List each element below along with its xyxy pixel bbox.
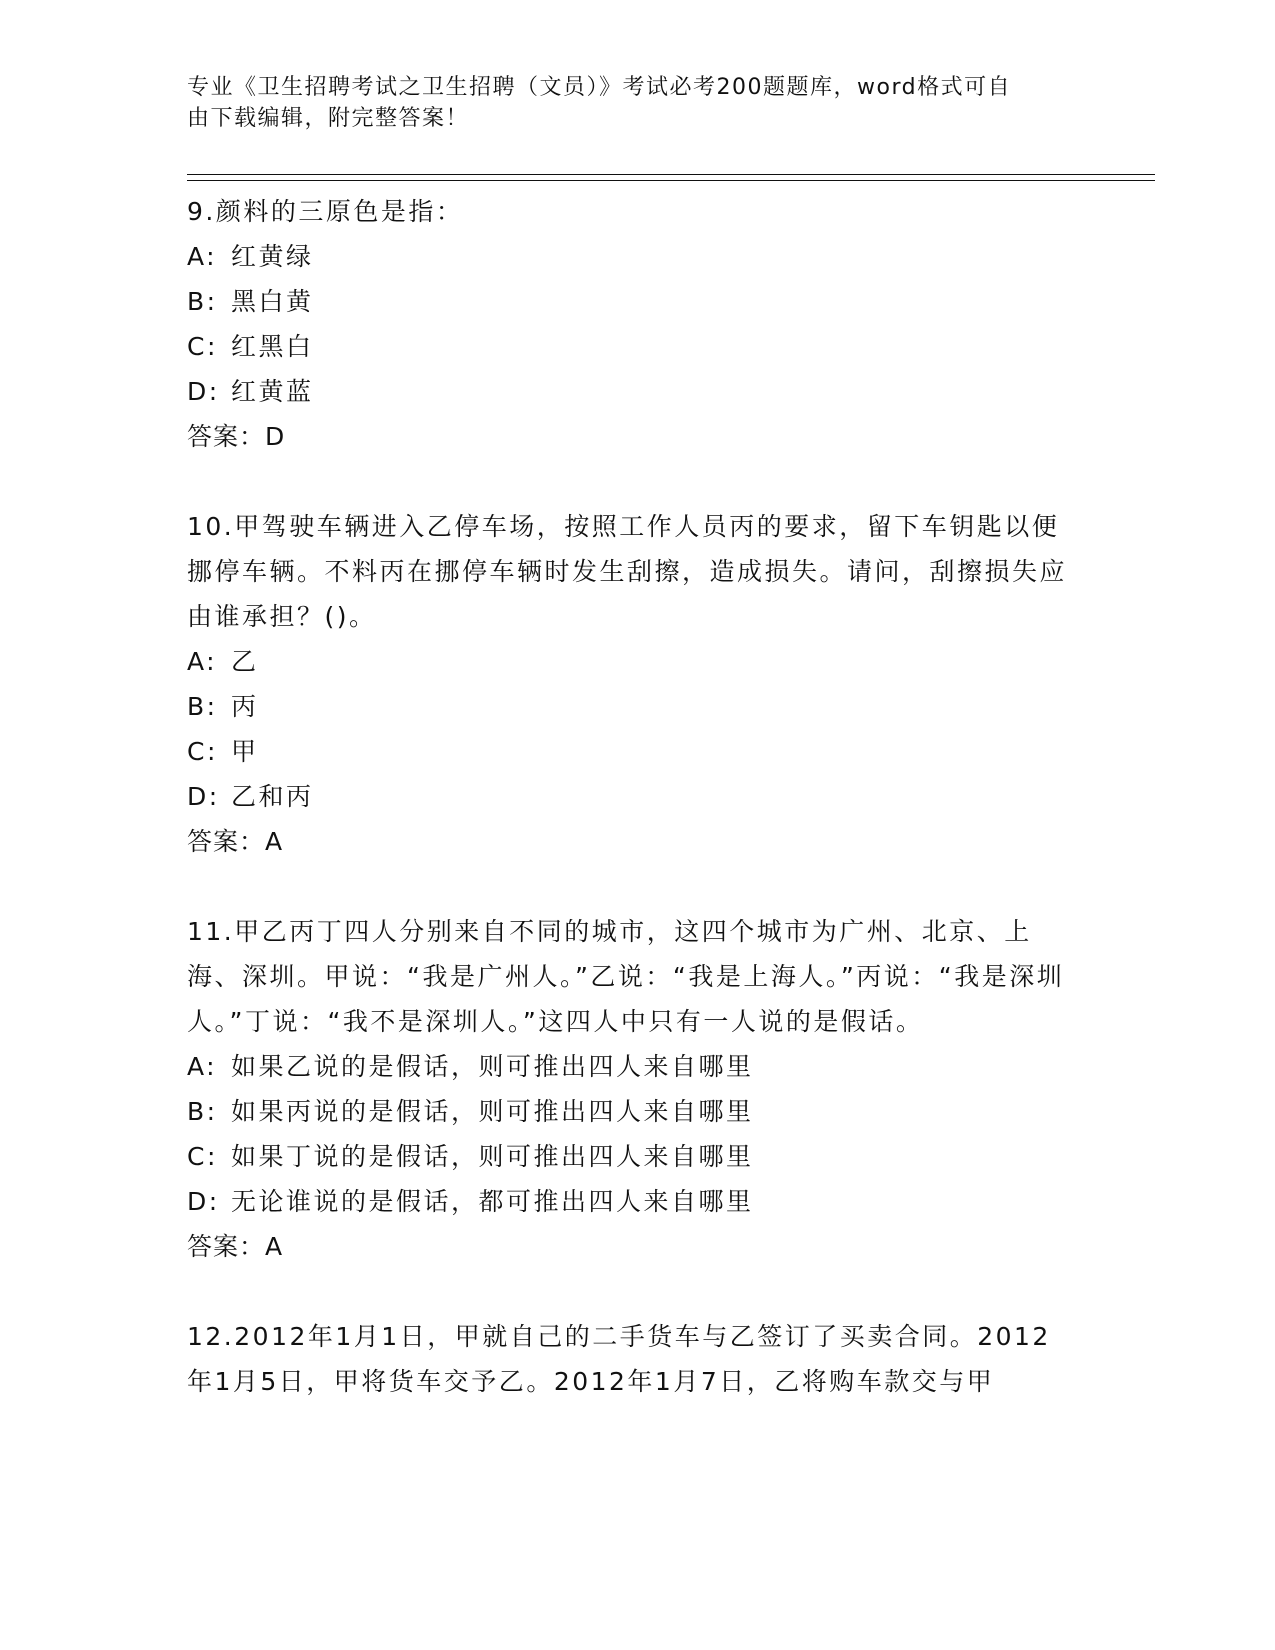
option-c — [187, 729, 1077, 774]
option-text: 乙 — [231, 647, 259, 676]
question-10 — [187, 504, 1077, 864]
option-text: 无论谁说的是假话，都可推出四人来自哪里 — [231, 1187, 754, 1216]
option-text: 甲 — [231, 737, 259, 766]
option-a — [187, 234, 1077, 279]
option-key: D: — [187, 1187, 220, 1216]
option-d — [187, 774, 1077, 819]
option-key: B: — [187, 1097, 218, 1126]
option-b — [187, 279, 1077, 324]
answer-line: 答案：D — [187, 422, 286, 451]
answer-line: 答案：A — [187, 827, 284, 856]
option-c — [187, 324, 1077, 369]
option-key: C: — [187, 737, 218, 766]
question-text: 12.2012年1月1日，甲就自己的二手货车与乙签订了买卖合同。2012年1月5日，甲将货车交予乙。2012年1月7日，乙将购车款交与甲 — [187, 1322, 1051, 1396]
option-key: A: — [187, 242, 218, 271]
option-text: 乙和丙 — [231, 782, 314, 811]
option-text: 如果丁说的是假话，则可推出四人来自哪里 — [231, 1142, 754, 1171]
option-key: B: — [187, 692, 218, 721]
document-header — [187, 72, 1067, 134]
option-a — [187, 1044, 1077, 1089]
option-text: 如果丙说的是假话，则可推出四人来自哪里 — [231, 1097, 754, 1126]
option-c — [187, 1134, 1077, 1179]
question-list — [187, 189, 1077, 1449]
option-a — [187, 639, 1077, 684]
header-divider-bottom — [187, 180, 1155, 181]
question-text: 9.颜料的三原色是指： — [187, 197, 464, 226]
option-key: C: — [187, 1142, 218, 1171]
question-9 — [187, 189, 1077, 459]
option-text: 红黄蓝 — [231, 377, 314, 406]
option-text: 红黄绿 — [231, 242, 314, 271]
question-11 — [187, 909, 1077, 1269]
option-b — [187, 684, 1077, 729]
option-b — [187, 1089, 1077, 1134]
question-12 — [187, 1314, 1077, 1404]
question-text: 11.甲乙丙丁四人分别来自不同的城市，这四个城市为广州、北京、上海、深圳。甲说：“我是广州人。”乙说：“我是上海人。”丙说：“我是深圳人。”丁说：“我不是深圳人。”这四人中只有一人说的是假话。 — [187, 917, 1065, 1036]
option-key: D: — [187, 377, 220, 406]
header-line-2: 由下载编辑，附完整答案！ — [187, 106, 470, 131]
option-key: A: — [187, 647, 218, 676]
header-line-1: 专业《卫生招聘考试之卫生招聘（文员）》考试必考200题题库，word格式可自 — [187, 75, 1012, 100]
option-text: 丙 — [231, 692, 259, 721]
option-d — [187, 369, 1077, 414]
option-d — [187, 1179, 1077, 1224]
answer-line: 答案：A — [187, 1232, 284, 1261]
header-divider-top — [187, 174, 1155, 175]
option-text: 红黑白 — [231, 332, 314, 361]
option-text: 如果乙说的是假话，则可推出四人来自哪里 — [231, 1052, 754, 1081]
question-text: 10.甲驾驶车辆进入乙停车场，按照工作人员丙的要求，留下车钥匙以便挪停车辆。不料丙在挪停车辆时发生刮擦，造成损失。请问，刮擦损失应由谁承担？()。 — [187, 512, 1068, 631]
option-key: A: — [187, 1052, 218, 1081]
option-key: C: — [187, 332, 218, 361]
option-text: 黑白黄 — [231, 287, 314, 316]
option-key: B: — [187, 287, 218, 316]
option-key: D: — [187, 782, 220, 811]
